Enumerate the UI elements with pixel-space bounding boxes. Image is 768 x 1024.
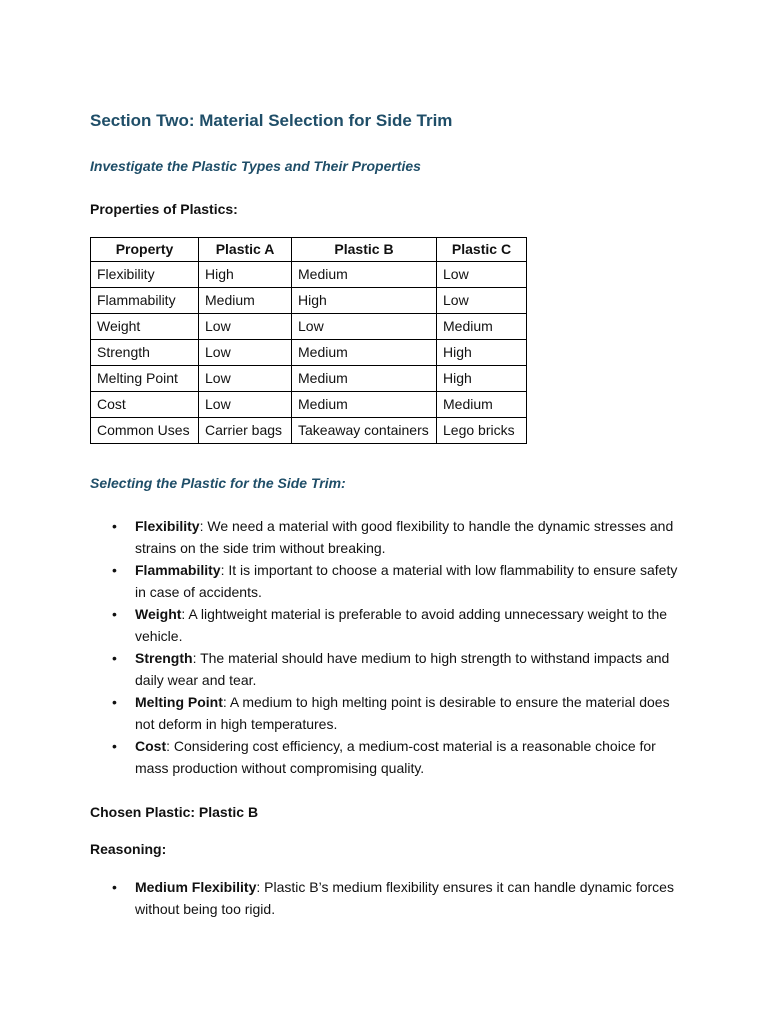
table-cell: Low [199, 340, 292, 366]
section-title: Section Two: Material Selection for Side Trim [90, 111, 453, 130]
table-cell: Medium [292, 262, 437, 288]
list-item-text: : A lightweight material is preferable to avoid adding unnecessary weight to the vehicle. [135, 606, 668, 644]
bullet-icon: • [112, 738, 117, 754]
list-item [90, 515, 680, 559]
table-row [91, 392, 527, 418]
table-cell: Carrier bags [199, 418, 292, 444]
list-item [90, 603, 680, 647]
table-cell: High [437, 340, 527, 366]
header-cell-property: Property [91, 238, 199, 262]
table-cell: Melting Point [91, 366, 199, 392]
table-cell: Lego bricks [437, 418, 527, 444]
table-cell: Common Uses [91, 418, 199, 444]
table-row [91, 288, 527, 314]
table-cell: High [437, 366, 527, 392]
list-item [90, 559, 680, 603]
subheading-selecting: Selecting the Plastic for the Side Trim: [90, 475, 346, 491]
table-cell: Low [437, 288, 527, 314]
table-cell: Cost [91, 392, 199, 418]
list-item [90, 647, 680, 691]
list-item-term: Flammability [135, 562, 221, 578]
bullet-icon: • [112, 879, 117, 895]
bullet-icon: • [112, 562, 117, 578]
list-item-term: Melting Point [135, 694, 223, 710]
list-item-term: Weight [135, 606, 182, 622]
header-cell-plastic-a: Plastic A [199, 238, 292, 262]
table-cell: Low [199, 392, 292, 418]
table-row [91, 262, 527, 288]
table-row [91, 418, 527, 444]
table-cell: Takeaway containers [292, 418, 437, 444]
table-cell: Medium [292, 392, 437, 418]
list-item [90, 735, 680, 779]
table-row [91, 366, 527, 392]
list-item-term: Strength [135, 650, 193, 666]
table-cell: Flexibility [91, 262, 199, 288]
list-item-text: : It is important to choose a material with low flammability to ensure safety in case of accidents. [135, 562, 678, 600]
table-cell: Strength [91, 340, 199, 366]
list-item-text: : The material should have medium to high strength to withstand impacts and daily wear and tear. [135, 650, 670, 688]
table-row [91, 314, 527, 340]
list-item [90, 691, 680, 735]
table-cell: Low [199, 366, 292, 392]
reasoning-label: Reasoning: [90, 841, 167, 857]
properties-label: Properties of Plastics: [90, 201, 238, 217]
table-cell: High [199, 262, 292, 288]
table-cell: Low [199, 314, 292, 340]
list-item [90, 876, 680, 920]
table-cell: Medium [437, 392, 527, 418]
bullet-icon: • [112, 606, 117, 622]
list-item-text: : Plastic B’s medium flexibility ensures it can handle dynamic forces without being too rigid. [135, 879, 674, 917]
list-item-text: : We need a material with good flexibility to handle the dynamic stresses and strains on the side trim without breaking. [135, 518, 674, 556]
list-item-term: Medium Flexibility [135, 879, 257, 895]
bullet-icon: • [112, 694, 117, 710]
properties-table [90, 237, 527, 444]
table-cell: Medium [292, 366, 437, 392]
header-cell-plastic-b: Plastic B [292, 238, 437, 262]
table-cell: Medium [199, 288, 292, 314]
chosen-plastic-label: Chosen Plastic: Plastic B [90, 804, 259, 820]
list-item-term: Cost [135, 738, 167, 754]
table-header-row [91, 238, 527, 262]
list-item-text: : A medium to high melting point is desirable to ensure the material does not deform in high temperatures. [135, 694, 670, 732]
table-cell: Medium [292, 340, 437, 366]
reasoning-list [90, 876, 680, 920]
list-item-text: : Considering cost efficiency, a medium-cost material is a reasonable choice for mass production without compromising quality. [135, 738, 656, 776]
bullet-icon: • [112, 650, 117, 666]
table-cell: Flammability [91, 288, 199, 314]
header-cell-plastic-c: Plastic C [437, 238, 527, 262]
table-row [91, 340, 527, 366]
bullet-icon: • [112, 518, 117, 534]
list-item-term: Flexibility [135, 518, 200, 534]
criteria-list [90, 515, 680, 779]
table-cell: Medium [437, 314, 527, 340]
table-cell: Weight [91, 314, 199, 340]
subheading-investigate: Investigate the Plastic Types and Their Properties [90, 158, 421, 174]
table-cell: High [292, 288, 437, 314]
table-cell: Low [292, 314, 437, 340]
table-cell: Low [437, 262, 527, 288]
